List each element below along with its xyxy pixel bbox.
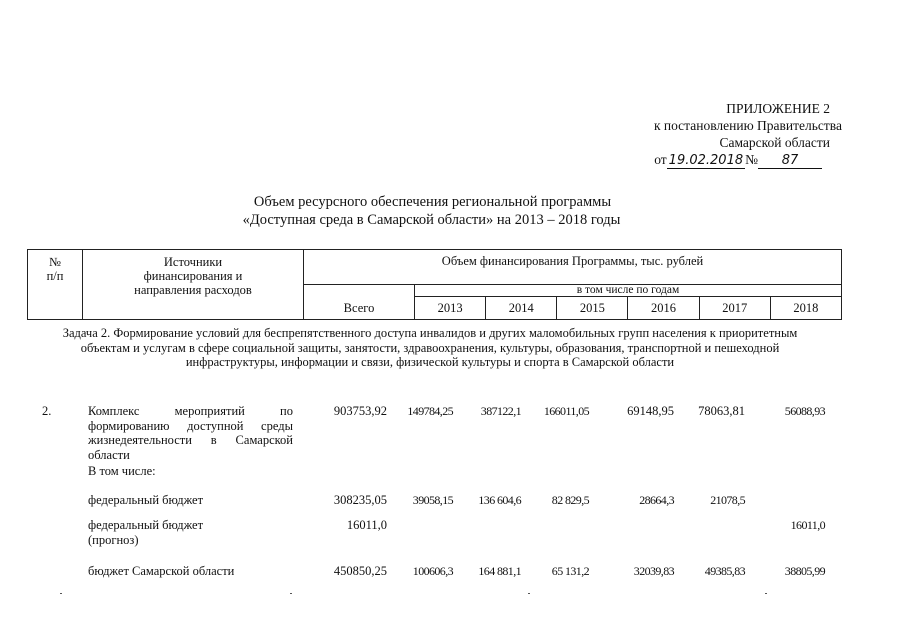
value-total: 16011,0 [346, 518, 387, 532]
title-line1: Объем ресурсного обеспечения региональной программы [253, 194, 612, 210]
appendix-line3: Самарской области [719, 135, 830, 150]
header-year: 2017 [699, 297, 770, 320]
row-number: 2. [42, 404, 52, 418]
header-year: 2016 [628, 297, 699, 320]
header-volume: Объем финансирования Программы, тыс. рублей [441, 254, 704, 268]
value-2014: 387122,1 [480, 404, 521, 418]
header-num: № п/п [46, 255, 64, 283]
appendix-date-line [600, 151, 870, 169]
value-2017: 49385,83 [704, 564, 745, 578]
row-label: Комплекс мероприятий по формированию доступной среды жизнедеятельности в Самарской области [88, 404, 293, 462]
value-2015: 65 131,2 [551, 564, 589, 578]
value-2015: 166011,05 [543, 404, 589, 418]
row-label: бюджет Самарской области [88, 564, 235, 578]
row-label: федеральный бюджет (прогноз) [88, 518, 204, 547]
value-2018: 38805,99 [784, 564, 825, 578]
header-year: 2014 [486, 297, 557, 320]
title-line2: «Доступная среда в Самарской области» на 2013 – 2018 годы [242, 212, 621, 228]
value-2016: 28664,3 [639, 493, 674, 507]
value-2013: 149784,25 [407, 404, 453, 418]
appendix-title: ПРИЛОЖЕНИЕ 2 [726, 101, 830, 116]
value-total: 903753,92 [333, 404, 387, 418]
header-year: 2015 [557, 297, 628, 320]
value-2016: 69148,95 [627, 404, 674, 418]
value-2018: 16011,0 [790, 518, 825, 532]
value-2016: 32039,83 [633, 564, 674, 578]
document-title [0, 193, 905, 229]
value-2015: 82 829,5 [551, 493, 589, 507]
value-2014: 164 881,1 [478, 564, 521, 578]
appendix-block [600, 100, 870, 169]
header-year: 2013 [415, 297, 486, 320]
value-total: 450850,25 [333, 564, 387, 578]
value-2014: 136 604,6 [478, 493, 521, 507]
dotted-continuation [60, 593, 800, 597]
handwritten-date: 19.02.2018 [668, 153, 744, 168]
number-label: № [745, 152, 758, 167]
value-2017: 21078,5 [710, 493, 745, 507]
value-2013: 100606,3 [412, 564, 453, 578]
row-label: федеральный бюджет [88, 493, 204, 507]
header-source: Источники финансирования и направления расходов [134, 255, 252, 297]
header-source-cell [83, 250, 304, 320]
task-description: Задача 2. Формирование условий для беспрепятственного доступа инвалидов и других маломобильных групп населения к приоритетным объектам и услугам в сфере социальной защиты, занятости, здравоохранения, культуры, образования, транспортной и пешеходной инфраструктуры, информации и связи, физической культуры и спорта в Самарской области [62, 326, 798, 369]
value-2013: 39058,15 [412, 493, 453, 507]
row-label: В том числе: [88, 464, 156, 478]
value-2018: 56088,93 [784, 404, 825, 418]
appendix-line2: к постановлению Правительства [653, 118, 842, 133]
header-by-years: в том числе по годам [415, 285, 842, 297]
header-year: 2018 [770, 297, 841, 320]
header-volume-cell [304, 250, 842, 285]
value-2017: 78063,81 [698, 404, 745, 418]
financing-header-table [27, 249, 842, 320]
header-num-cell [28, 250, 83, 320]
header-total: Всего [304, 285, 415, 320]
value-total: 308235,05 [333, 493, 387, 507]
handwritten-number: 87 [758, 153, 822, 169]
from-label: от [654, 152, 667, 167]
